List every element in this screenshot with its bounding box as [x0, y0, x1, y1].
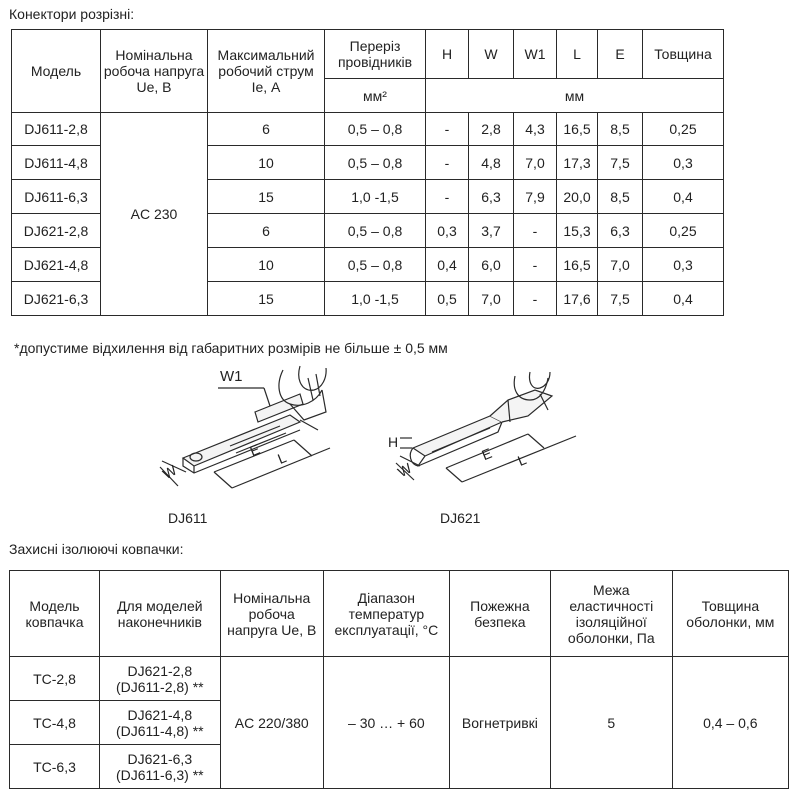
- cell-l: 16,5: [557, 113, 598, 146]
- cell-section: 0,5 – 0,8: [325, 146, 426, 180]
- cell-elastic: 5: [550, 657, 672, 789]
- cell-e: 7,5: [598, 282, 643, 316]
- cell-w: 6,3: [469, 180, 514, 214]
- cell-section: 1,0 -1,5: [325, 180, 426, 214]
- dj621-drawing: [396, 372, 576, 482]
- cell-thickness: 0,3: [643, 248, 724, 282]
- cell-current: 15: [208, 180, 325, 214]
- for-model-primary: DJ621-6,3: [127, 750, 193, 767]
- cell-model: DJ611-4,8: [12, 146, 101, 180]
- cell-for-models: [99, 745, 220, 789]
- dim-l-label-right: L: [515, 451, 529, 469]
- header-thickness: Товщина: [643, 30, 724, 79]
- cell-section: 0,5 – 0,8: [325, 248, 426, 282]
- cell-section: 0,5 – 0,8: [325, 113, 426, 146]
- header-e: E: [598, 30, 643, 79]
- cell-cap-model: TC-4,8: [10, 701, 100, 745]
- cell-model: DJ621-6,3: [12, 282, 101, 316]
- cell-w: 4,8: [469, 146, 514, 180]
- cell-thickness: 0,3: [643, 146, 724, 180]
- cell-thickness: 0,4: [643, 282, 724, 316]
- cell-w1: 4,3: [514, 113, 557, 146]
- for-model-primary: DJ621-2,8: [127, 662, 193, 679]
- table-row: [10, 657, 789, 701]
- for-model-primary: DJ621-4,8: [127, 706, 193, 723]
- cell-l: 20,0: [557, 180, 598, 214]
- unit-mm2: мм²: [325, 79, 426, 113]
- header-w: W: [469, 30, 514, 79]
- cell-h: -: [426, 146, 469, 180]
- header-w1: W1: [514, 30, 557, 79]
- cell-temp: – 30 … + 60: [323, 657, 449, 789]
- cell-thickness: 0,25: [643, 214, 724, 248]
- cell-model: DJ611-6,3: [12, 180, 101, 214]
- cell-section: 1,0 -1,5: [325, 282, 426, 316]
- cell-fire: Вогнетривкі: [449, 657, 550, 789]
- cell-cap-voltage: AC 220/380: [220, 657, 323, 789]
- cell-for-models: [99, 657, 220, 701]
- cell-cap-thickness: 0,4 – 0,6: [672, 657, 788, 789]
- cell-e: 8,5: [598, 180, 643, 214]
- cell-cap-model: TC-6,3: [10, 745, 100, 789]
- cell-model: DJ611-2,8: [12, 113, 101, 146]
- cell-current: 6: [208, 214, 325, 248]
- cell-l: 17,3: [557, 146, 598, 180]
- dim-w-label-left: W: [159, 461, 180, 483]
- cell-w1: -: [514, 248, 557, 282]
- header-for-models: Для моделей наконечників: [99, 571, 220, 657]
- cell-thickness: 0,4: [643, 180, 724, 214]
- cell-e: 7,5: [598, 146, 643, 180]
- cell-w: 6,0: [469, 248, 514, 282]
- cell-w: 2,8: [469, 113, 514, 146]
- header-model: Модель: [12, 30, 101, 113]
- cell-for-models: [99, 701, 220, 745]
- cell-w1: 7,0: [514, 146, 557, 180]
- cell-current: 10: [208, 248, 325, 282]
- header-section: Переріз провідників: [325, 30, 426, 79]
- table-row: [12, 113, 724, 146]
- dim-w-label-right: W: [394, 459, 415, 481]
- cell-l: 16,5: [557, 248, 598, 282]
- cell-l: 17,6: [557, 282, 598, 316]
- for-model-secondary: (DJ611-6,3) **: [115, 766, 204, 783]
- for-model-secondary: (DJ611-4,8) **: [115, 722, 204, 739]
- cell-h: -: [426, 180, 469, 214]
- cell-cap-model: TC-2,8: [10, 657, 100, 701]
- header-cap-model: Модель ковпачка: [10, 571, 100, 657]
- cell-e: 8,5: [598, 113, 643, 146]
- cell-section: 0,5 – 0,8: [325, 214, 426, 248]
- header-temp: Діапазон температур експлуатації, °С: [323, 571, 449, 657]
- header-cap-thickness: Товщина оболонки, мм: [672, 571, 788, 657]
- dim-e-label-right: E: [479, 444, 495, 464]
- cell-e: 6,3: [598, 214, 643, 248]
- cell-h: 0,4: [426, 248, 469, 282]
- dj611-drawing: [160, 366, 330, 488]
- cell-h: -: [426, 113, 469, 146]
- connector-drawings: [0, 360, 800, 540]
- dim-w1-label: W1: [220, 368, 243, 385]
- cell-h: 0,5: [426, 282, 469, 316]
- header-cap-voltage: Номінальна робоча напруга Ue, В: [220, 571, 323, 657]
- cell-thickness: 0,25: [643, 113, 724, 146]
- header-elastic: Межа еластичності ізоляційної оболонки, Па: [550, 571, 672, 657]
- caps-table: [9, 570, 789, 789]
- cell-l: 15,3: [557, 214, 598, 248]
- cell-voltage: AC 230: [101, 113, 208, 316]
- cell-w1: -: [514, 282, 557, 316]
- dim-e-label-left: E: [247, 440, 263, 460]
- connector-drawings-svg: [0, 360, 800, 540]
- connectors-table: [11, 29, 724, 316]
- header-h: H: [426, 30, 469, 79]
- dj621-caption: DJ621: [440, 510, 481, 526]
- dim-h-label: H: [388, 434, 399, 450]
- cell-w1: -: [514, 214, 557, 248]
- cell-w: 7,0: [469, 282, 514, 316]
- tolerance-note: *допустиме відхилення від габаритних розмірів не більше ± 0,5 мм: [14, 340, 448, 356]
- connectors-title: Конектори розрізні:: [9, 6, 135, 22]
- cell-current: 10: [208, 146, 325, 180]
- cell-h: 0,3: [426, 214, 469, 248]
- header-voltage: Номінальна робоча напруга Ue, В: [101, 30, 208, 113]
- cell-current: 15: [208, 282, 325, 316]
- cell-current: 6: [208, 113, 325, 146]
- dim-l-label-left: L: [275, 449, 289, 467]
- header-l: L: [557, 30, 598, 79]
- cell-model: DJ621-4,8: [12, 248, 101, 282]
- cell-e: 7,0: [598, 248, 643, 282]
- cell-w: 3,7: [469, 214, 514, 248]
- cell-w1: 7,9: [514, 180, 557, 214]
- caps-title: Захисні ізолюючі ковпачки:: [9, 541, 184, 557]
- header-current: Максимальний робочий струм Ie, А: [208, 30, 325, 113]
- unit-mm: мм: [426, 79, 724, 113]
- cell-model: DJ621-2,8: [12, 214, 101, 248]
- for-model-secondary: (DJ611-2,8) **: [115, 678, 204, 695]
- header-fire: Пожежна безпека: [449, 571, 550, 657]
- dj611-caption: DJ611: [168, 510, 208, 526]
